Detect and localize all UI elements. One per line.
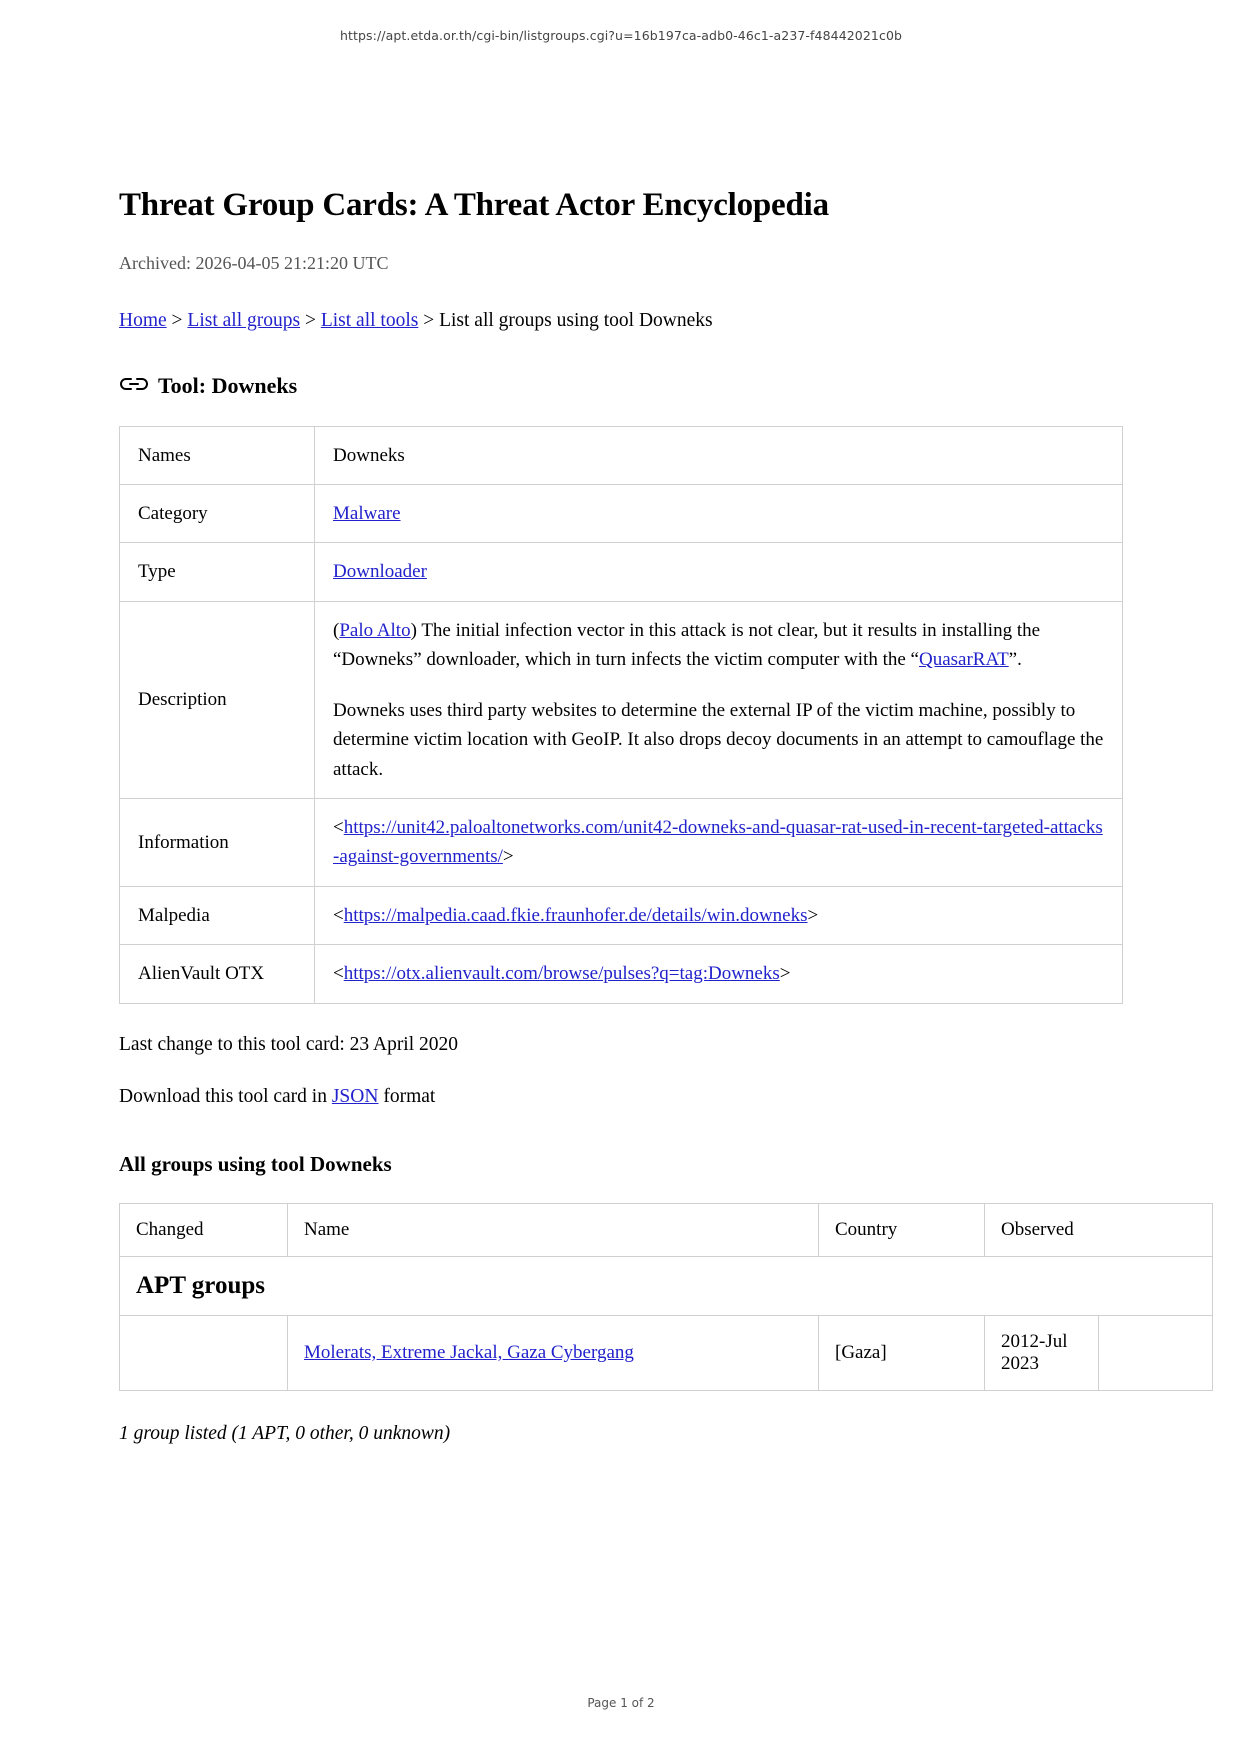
row-value-type (315, 543, 1123, 601)
row-label-information: Information (120, 799, 315, 887)
breadcrumb-current: List all groups using tool Downeks (439, 310, 713, 332)
link-icon (119, 372, 149, 396)
groups-heading: All groups using tool Downeks (119, 1151, 392, 1176)
cell-name (288, 1315, 819, 1390)
table-row-category (120, 484, 1123, 542)
document-content (119, 185, 1123, 1445)
table-row-description (120, 601, 1123, 798)
groups-table-section-row (120, 1256, 1213, 1315)
link-downloader[interactable]: Downloader (333, 561, 427, 583)
breadcrumb-link-home[interactable]: Home (119, 310, 167, 332)
cell-extra (1099, 1315, 1213, 1390)
link-group-molerats[interactable]: Molerats, Extreme Jackal, Gaza Cybergang (304, 1341, 634, 1363)
row-value-category (315, 484, 1123, 542)
table-row-type (120, 543, 1123, 601)
breadcrumb (119, 307, 1123, 334)
breadcrumb-separator-1: > (166, 310, 188, 332)
row-label-names: Names (120, 426, 315, 484)
row-label-malpedia: Malpedia (120, 886, 315, 944)
archived-timestamp: Archived: 2026-04-05 21:21:20 UTC (119, 253, 389, 274)
row-value-information: <https://unit42.paloaltonetworks.com/unit42-downeks-and-quasar-rat-used-in-recent-targeted-attacks-against-governments/> (315, 799, 1123, 887)
archive-url: https://apt.etda.or.th/cgi-bin/listgroups.cgi?u=16b197ca-adb0-46c1-a237-f48442021c0b (339, 28, 903, 43)
column-header-country: Country (819, 1203, 985, 1256)
page-title: Threat Group Cards: A Threat Actor Encyclopedia (119, 187, 829, 223)
table-row-alienvault-otx (120, 945, 1123, 1003)
row-value-malpedia: <https://malpedia.caad.fkie.fraunhofer.de/details/win.downeks> (315, 886, 1123, 944)
link-quasarrat[interactable]: QuasarRAT (918, 649, 1009, 671)
row-label-category: Category (120, 484, 315, 542)
table-row-malpedia (120, 886, 1123, 944)
link-palo-alto[interactable]: Palo Alto (339, 619, 411, 641)
row-label-alienvault-otx: AlienVault OTX (120, 945, 315, 1003)
download-prefix: Download this tool card in (119, 1085, 332, 1107)
row-label-description: Description (120, 601, 315, 798)
link-malware[interactable]: Malware (333, 502, 401, 524)
row-value-alienvault-otx: <https://otx.alienvault.com/browse/pulses?q=tag:Downeks> (315, 945, 1123, 1003)
last-change-text: Last change to this tool card: 23 April 2020 (119, 1033, 459, 1055)
breadcrumb-separator-3: > (418, 310, 440, 332)
tool-heading-text: Tool: Downeks (158, 372, 298, 398)
link-alienvault-otx[interactable]: https://otx.alienvault.com/browse/pulses?q=tag:Downeks (343, 963, 780, 985)
row-value-description (315, 601, 1123, 798)
link-json-download[interactable]: JSON (331, 1085, 379, 1107)
cell-changed (120, 1315, 288, 1390)
description-paragraph-1 (333, 616, 1104, 675)
description-paragraph-2: Downeks uses third party websites to determine the external IP of the victim machine, possibly to determine victim location with GeoIP. It also drops decoy documents in an attempt to camouflage the attack. (333, 699, 1104, 780)
download-line (119, 1086, 1123, 1108)
section-header-apt-groups (120, 1256, 1213, 1315)
table-row-information (120, 799, 1123, 887)
desc-open-paren: ( (333, 619, 340, 641)
breadcrumb-link-list-all-groups[interactable]: List all groups (187, 310, 301, 332)
cell-country: [Gaza] (819, 1315, 985, 1390)
groups-count-note: 1 group listed (1 APT, 0 other, 0 unknown) (119, 1422, 451, 1444)
link-unit42-report[interactable]: https://unit42.paloaltonetworks.com/unit42-downeks-and-quasar-rat-used-in-recent-targeted-attacks-against-governments/ (333, 817, 1103, 868)
page-number: Page 1 of 2 (587, 1696, 655, 1710)
row-value-names: Downeks (315, 426, 1123, 484)
tool-heading (119, 373, 1123, 399)
groups-table-header-row (120, 1203, 1213, 1256)
desc-text-mid: ) The initial infection vector in this attack is not clear, but it results in installing the “Downeks” downloader, which in turn infects the victim computer with the “ (333, 619, 1041, 671)
row-label-type: Type (120, 543, 315, 601)
breadcrumb-separator-2: > (300, 310, 321, 332)
column-header-changed: Changed (120, 1203, 288, 1256)
groups-table (119, 1203, 1213, 1391)
link-malpedia[interactable]: https://malpedia.caad.fkie.fraunhofer.de/details/win.downeks (343, 904, 808, 926)
desc-text-end: ”. (1008, 649, 1022, 671)
column-header-name: Name (288, 1203, 819, 1256)
table-row (120, 1315, 1213, 1390)
cell-observed: 2012-Jul 2023 (985, 1315, 1099, 1390)
breadcrumb-link-list-all-tools[interactable]: List all tools (320, 310, 419, 332)
tool-info-table (119, 426, 1123, 1004)
table-row-names (120, 426, 1123, 484)
section-header-label: APT groups (136, 1271, 265, 1299)
download-suffix: format (378, 1085, 436, 1107)
column-header-observed: Observed (985, 1203, 1213, 1256)
